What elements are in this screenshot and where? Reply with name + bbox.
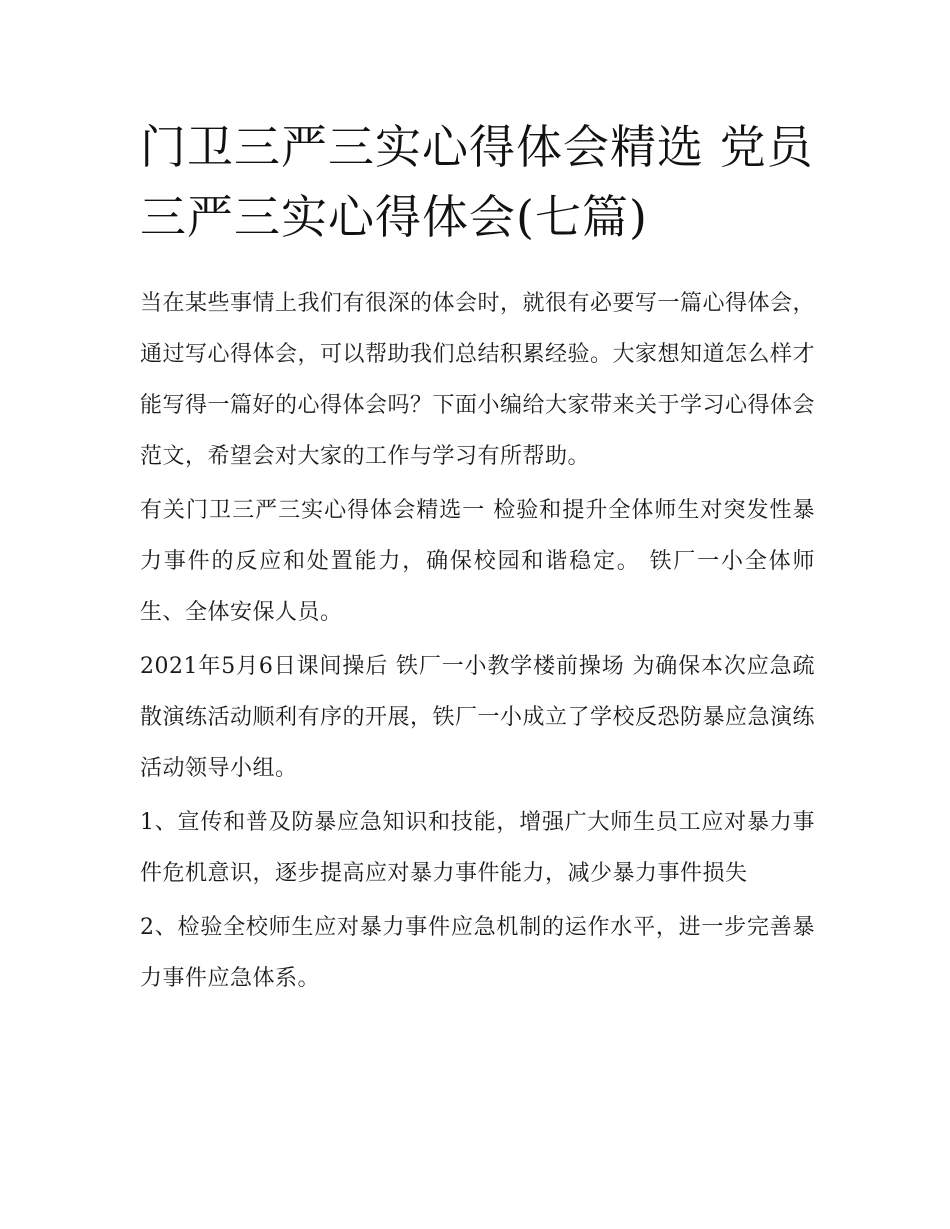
paragraph-intro: 当在某些事情上我们有很深的体会时，就很有必要写一篇心得体会，通过写心得体会，可以帮助我们总结积累经验。大家想知道怎么样才能写得一篇好的心得体会吗？下面小编给大家带来关于学习心得体会范文，希望会对大家的工作与学习有所帮助。 xyxy=(140,291,816,469)
paragraph-item-1: 1、宣传和普及防暴应急知识和技能，增强广大师生员工应对暴力事件危机意识，逐步提高应对暴力事件能力，减少暴力事件损失 xyxy=(140,810,815,886)
document-title: 门卫三严三实心得体会精选 党员三严三实心得体会(七篇) xyxy=(140,120,814,244)
document-body xyxy=(140,278,815,1004)
paragraph-time-place: 2021年5月6日课间操后 铁厂一小教学楼前操场 为确保本次应急疏散演练活动顺利有序的开展，铁厂一小成立了学校反恐防暴应急演练活动领导小组。 xyxy=(140,654,816,781)
paragraph-item-2: 2、检验全校师生应对暴力事件应急机制的运作水平，进一步完善暴力事件应急体系。 xyxy=(140,915,815,991)
paragraph-purpose: 有关门卫三严三实心得体会精选一 检验和提升全体师生对突发性暴力事件的反应和处置能力，确保校园和谐稳定。 铁厂一小全体师生、全体安保人员。 xyxy=(140,498,815,625)
